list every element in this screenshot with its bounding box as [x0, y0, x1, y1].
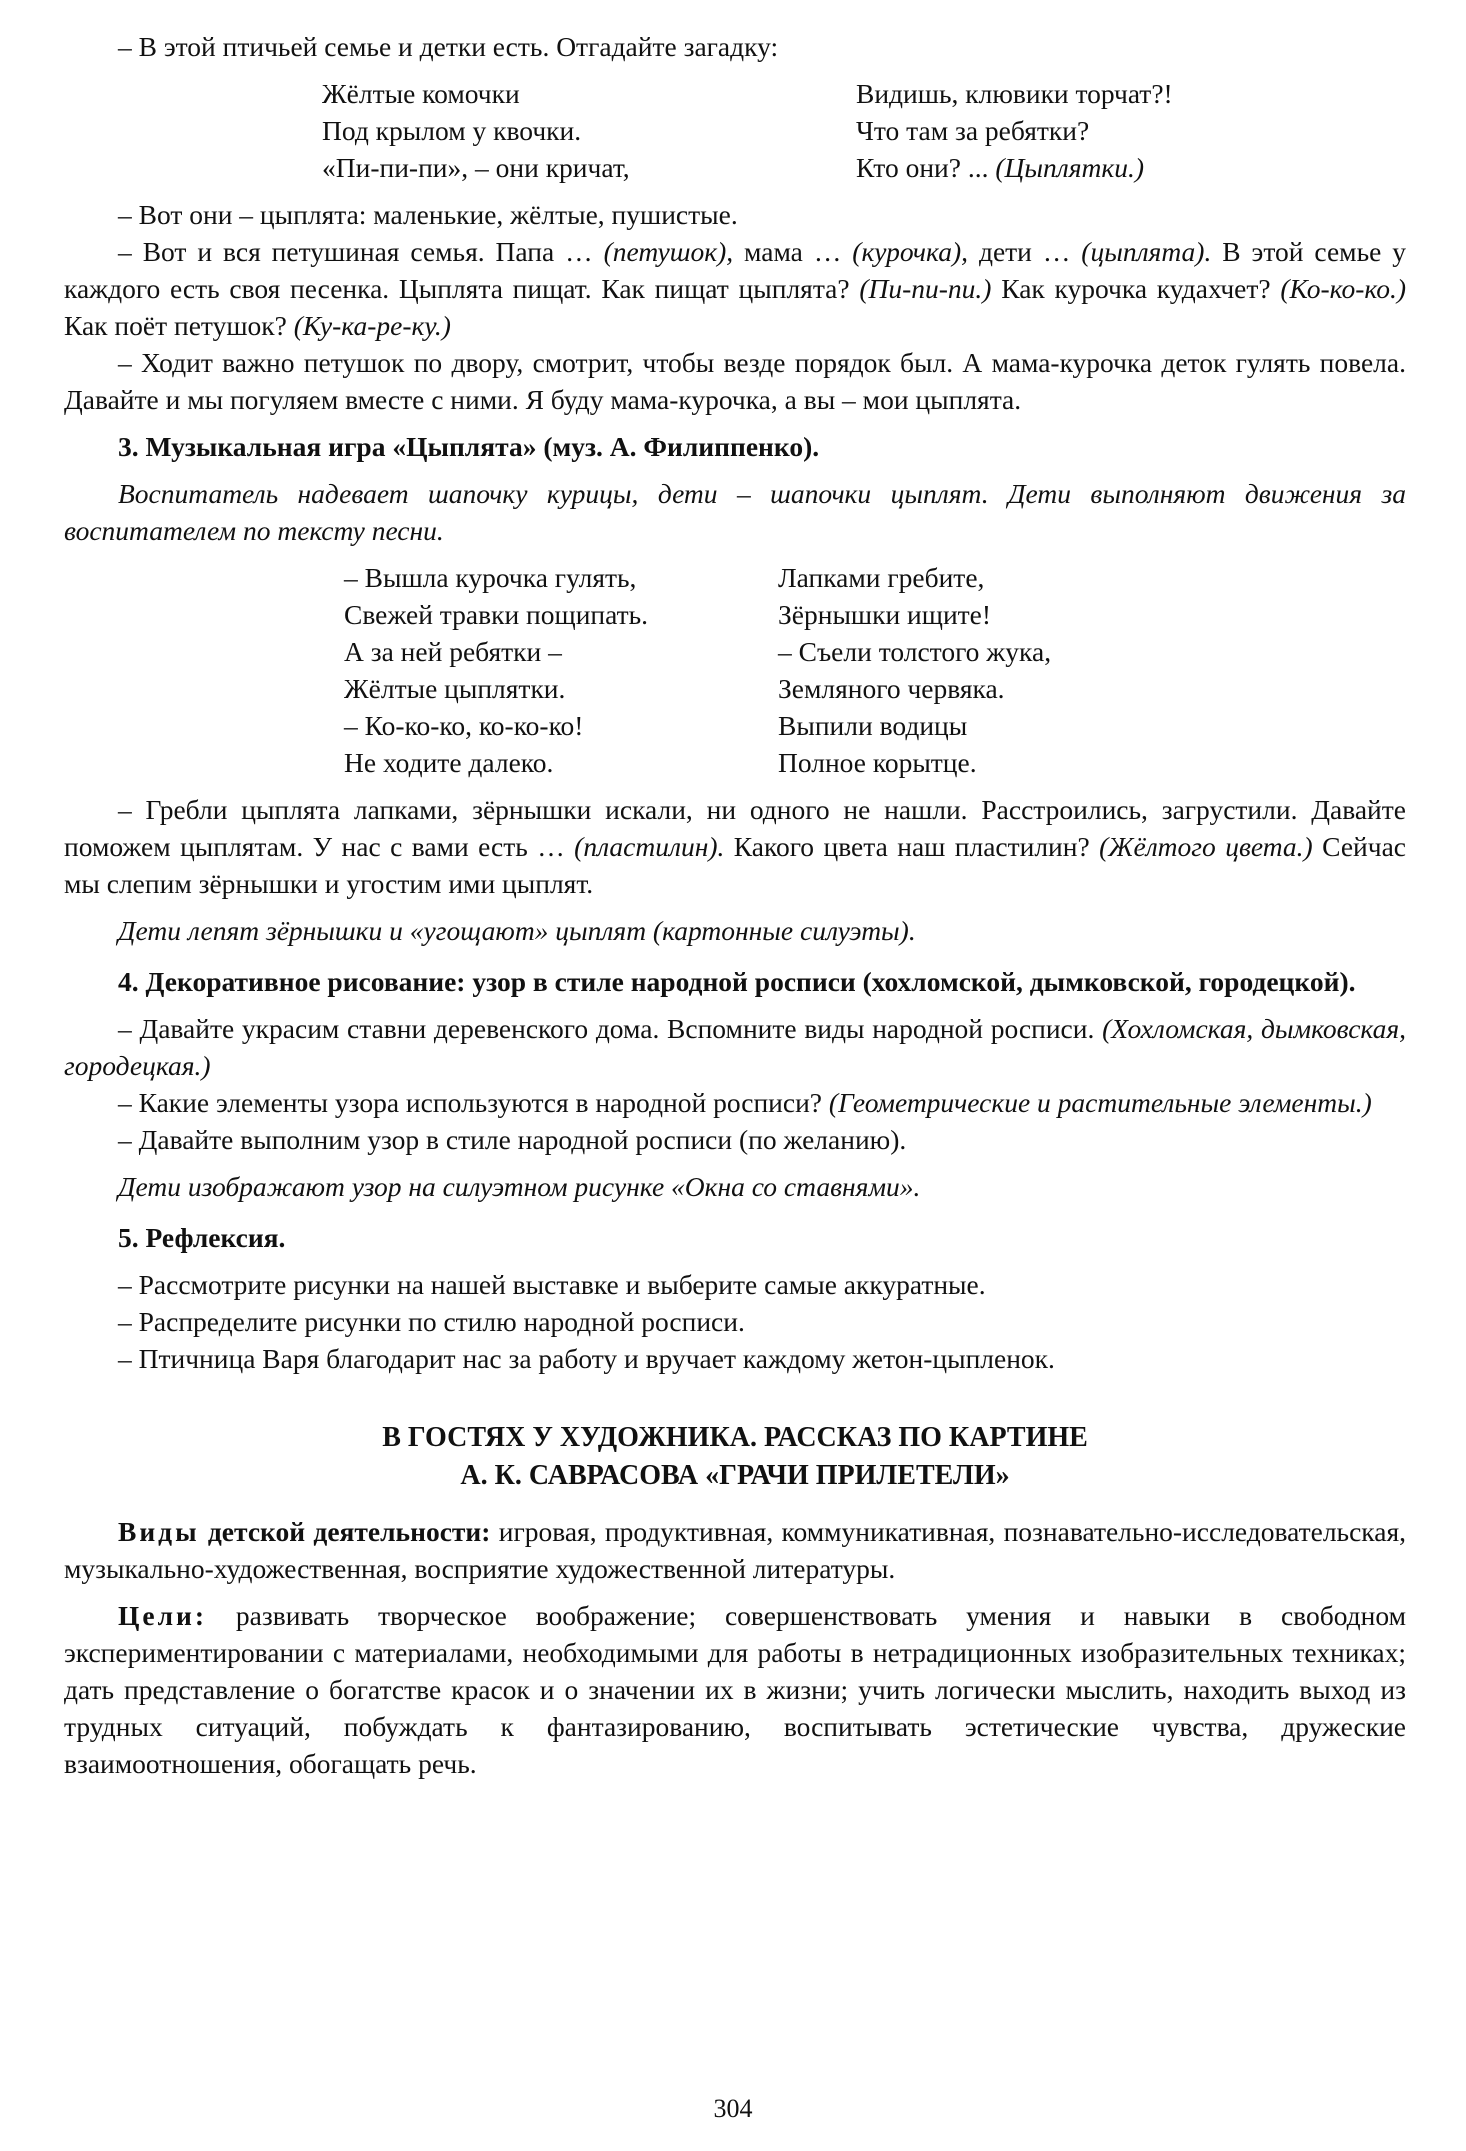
paragraph-riddle-intro: – В этой птичьей семье и детки есть. Отгадайте загадку:: [118, 31, 779, 62]
riddle-column-left: [322, 75, 856, 186]
song-line: – Ко-ко-ко, ко-ко-ко!: [344, 710, 584, 741]
paragraph-family: – Вот и вся петушиная семья. Папа … (петушок), мама … (курочка), дети … (цыплята). В этой семье у каждого есть своя песенка. Цыплята пищат. Как пищат цыплята? (Пи-пи-пи.) Как курочка кудахчет? (Ко-ко-ко.) Как поёт петушок? (Ку-ка-ре-ку.): [64, 236, 1407, 341]
song-line: Не ходите далеко.: [344, 747, 554, 778]
riddle-line: [856, 149, 1173, 186]
riddle-answer: (Цыплятки.): [995, 152, 1145, 183]
paragraph-activities: Виды детской деятельности: игровая, продуктивная, коммуникативная, познавательно-исследовательская, музыкально-художественная, восприятие художественной литературы.: [64, 1516, 1406, 1584]
lesson-title-line-1: В ГОСТЯХ У ХУДОЖНИКА. РАССКАЗ ПО КАРТИНЕ: [382, 1422, 1088, 1453]
song-line: Зёрнышки ищите!: [778, 599, 992, 630]
paragraph-plasticine: – Гребли цыплята лапками, зёрнышки искали, ни одного не нашли. Расстроились, загрустили. Давайте поможем цыплятам. У нас с вами есть … (пластилин). Какого цвета наш пластилин? (Жёлтого цвета.) Сейчас мы слепим зёрнышки и угостим ими цыплят.: [64, 794, 1406, 899]
paragraph-instruction-game: Воспитатель надевает шапочку курицы, дети – шапочки цыплят. Дети выполняют движения за воспитателем по тексту песни.: [64, 478, 1406, 546]
paragraph-instruction-sculpt: Дети лепят зёрнышки и «угощают» цыплят (картонные силуэты).: [118, 915, 916, 946]
section-heading-5: 5. Рефлексия.: [118, 1222, 286, 1253]
song-line: Выпили водицы: [778, 710, 968, 741]
riddle-line: Под крылом у квочки.: [322, 115, 582, 146]
riddle-poem: [322, 75, 1406, 186]
song-line: – Вышла курочка гулять,: [344, 562, 637, 593]
paragraph-shutters: – Давайте украсим ставни деревенского дома. Вспомните виды народной росписи. (Хохломская, дымковская, городецкая.): [64, 1013, 1406, 1081]
section-heading-3: 3. Музыкальная игра «Цыплята» (муз. А. Филиппенко).: [118, 431, 820, 462]
paragraph-instruction-draw: Дети изображают узор на силуэтном рисунке «Окна со ставнями».: [118, 1171, 921, 1202]
riddle-line: «Пи-пи-пи», – они кричат,: [322, 152, 630, 183]
song-column-left: [344, 559, 778, 781]
paragraph-rooster: – Ходит важно петушок по двору, смотрит, чтобы везде порядок был. А мама-курочка деток гулять повела. Давайте и мы погуляем вместе с ними. Я буду мама-курочка, а вы – мои цыплята.: [64, 347, 1406, 415]
song-line: А за ней ребятки –: [344, 636, 562, 667]
song-line: Свежей травки пощипать.: [344, 599, 649, 630]
song-poem: [344, 559, 1406, 781]
paragraph-pattern: – Давайте выполним узор в стиле народной росписи (по желанию).: [118, 1124, 907, 1155]
song-column-right: [778, 559, 1051, 781]
song-line: Земляного червяка.: [778, 673, 1005, 704]
paragraph-reflection-2: – Распределите рисунки по стилю народной росписи.: [118, 1306, 745, 1337]
riddle-line: Жёлтые комочки: [322, 78, 520, 109]
paragraph-reflection-3: – Птичница Варя благодарит нас за работу и вручает каждому жетон-цыпленок.: [118, 1343, 1055, 1374]
section-heading-4: 4. Декоративное рисование: узор в стиле народной росписи (хохломской, дымковской, городецкой).: [118, 966, 1356, 997]
paragraph-elements: – Какие элементы узора используются в народной росписи? (Геометрические и растительные элементы.): [118, 1087, 1372, 1118]
riddle-line: Видишь, клювики торчат?!: [856, 78, 1173, 109]
song-line: – Съели толстого жука,: [778, 636, 1052, 667]
song-line: Жёлтые цыплятки.: [344, 673, 566, 704]
lesson-title: [64, 1419, 1406, 1495]
riddle-line: Что там за ребятки?: [856, 115, 1090, 146]
riddle-column-right: [856, 75, 1173, 186]
song-line: Лапками гребите,: [778, 562, 985, 593]
paragraph-goals: Цели: развивать творческое воображение; совершенствовать умения и навыки в свободном экспериментировании с материалами, необходимыми для работы в нетрадиционных изобразительных техниках; дать представление о богатстве красок и о значении их в жизни; учить логически мыслить, находить выход из трудных ситуаций, побуждать к фантазированию, воспитывать эстетические чувства, дружеские взаимоотношения, обогащать речь.: [64, 1600, 1406, 1779]
paragraph-chicks: – Вот они – цыплята: маленькие, жёлтые, пушистые.: [118, 199, 738, 230]
lesson-title-line-2: А. К. САВРАСОВА «ГРАЧИ ПРИЛЕТЕЛИ»: [460, 1460, 1010, 1491]
riddle-question: Кто они? ...: [856, 152, 996, 183]
page-number: 304: [713, 2094, 753, 2123]
paragraph-reflection-1: – Рассмотрите рисунки на нашей выставке и выберите самые аккуратные.: [118, 1269, 986, 1300]
song-line: Полное корытце.: [778, 747, 977, 778]
